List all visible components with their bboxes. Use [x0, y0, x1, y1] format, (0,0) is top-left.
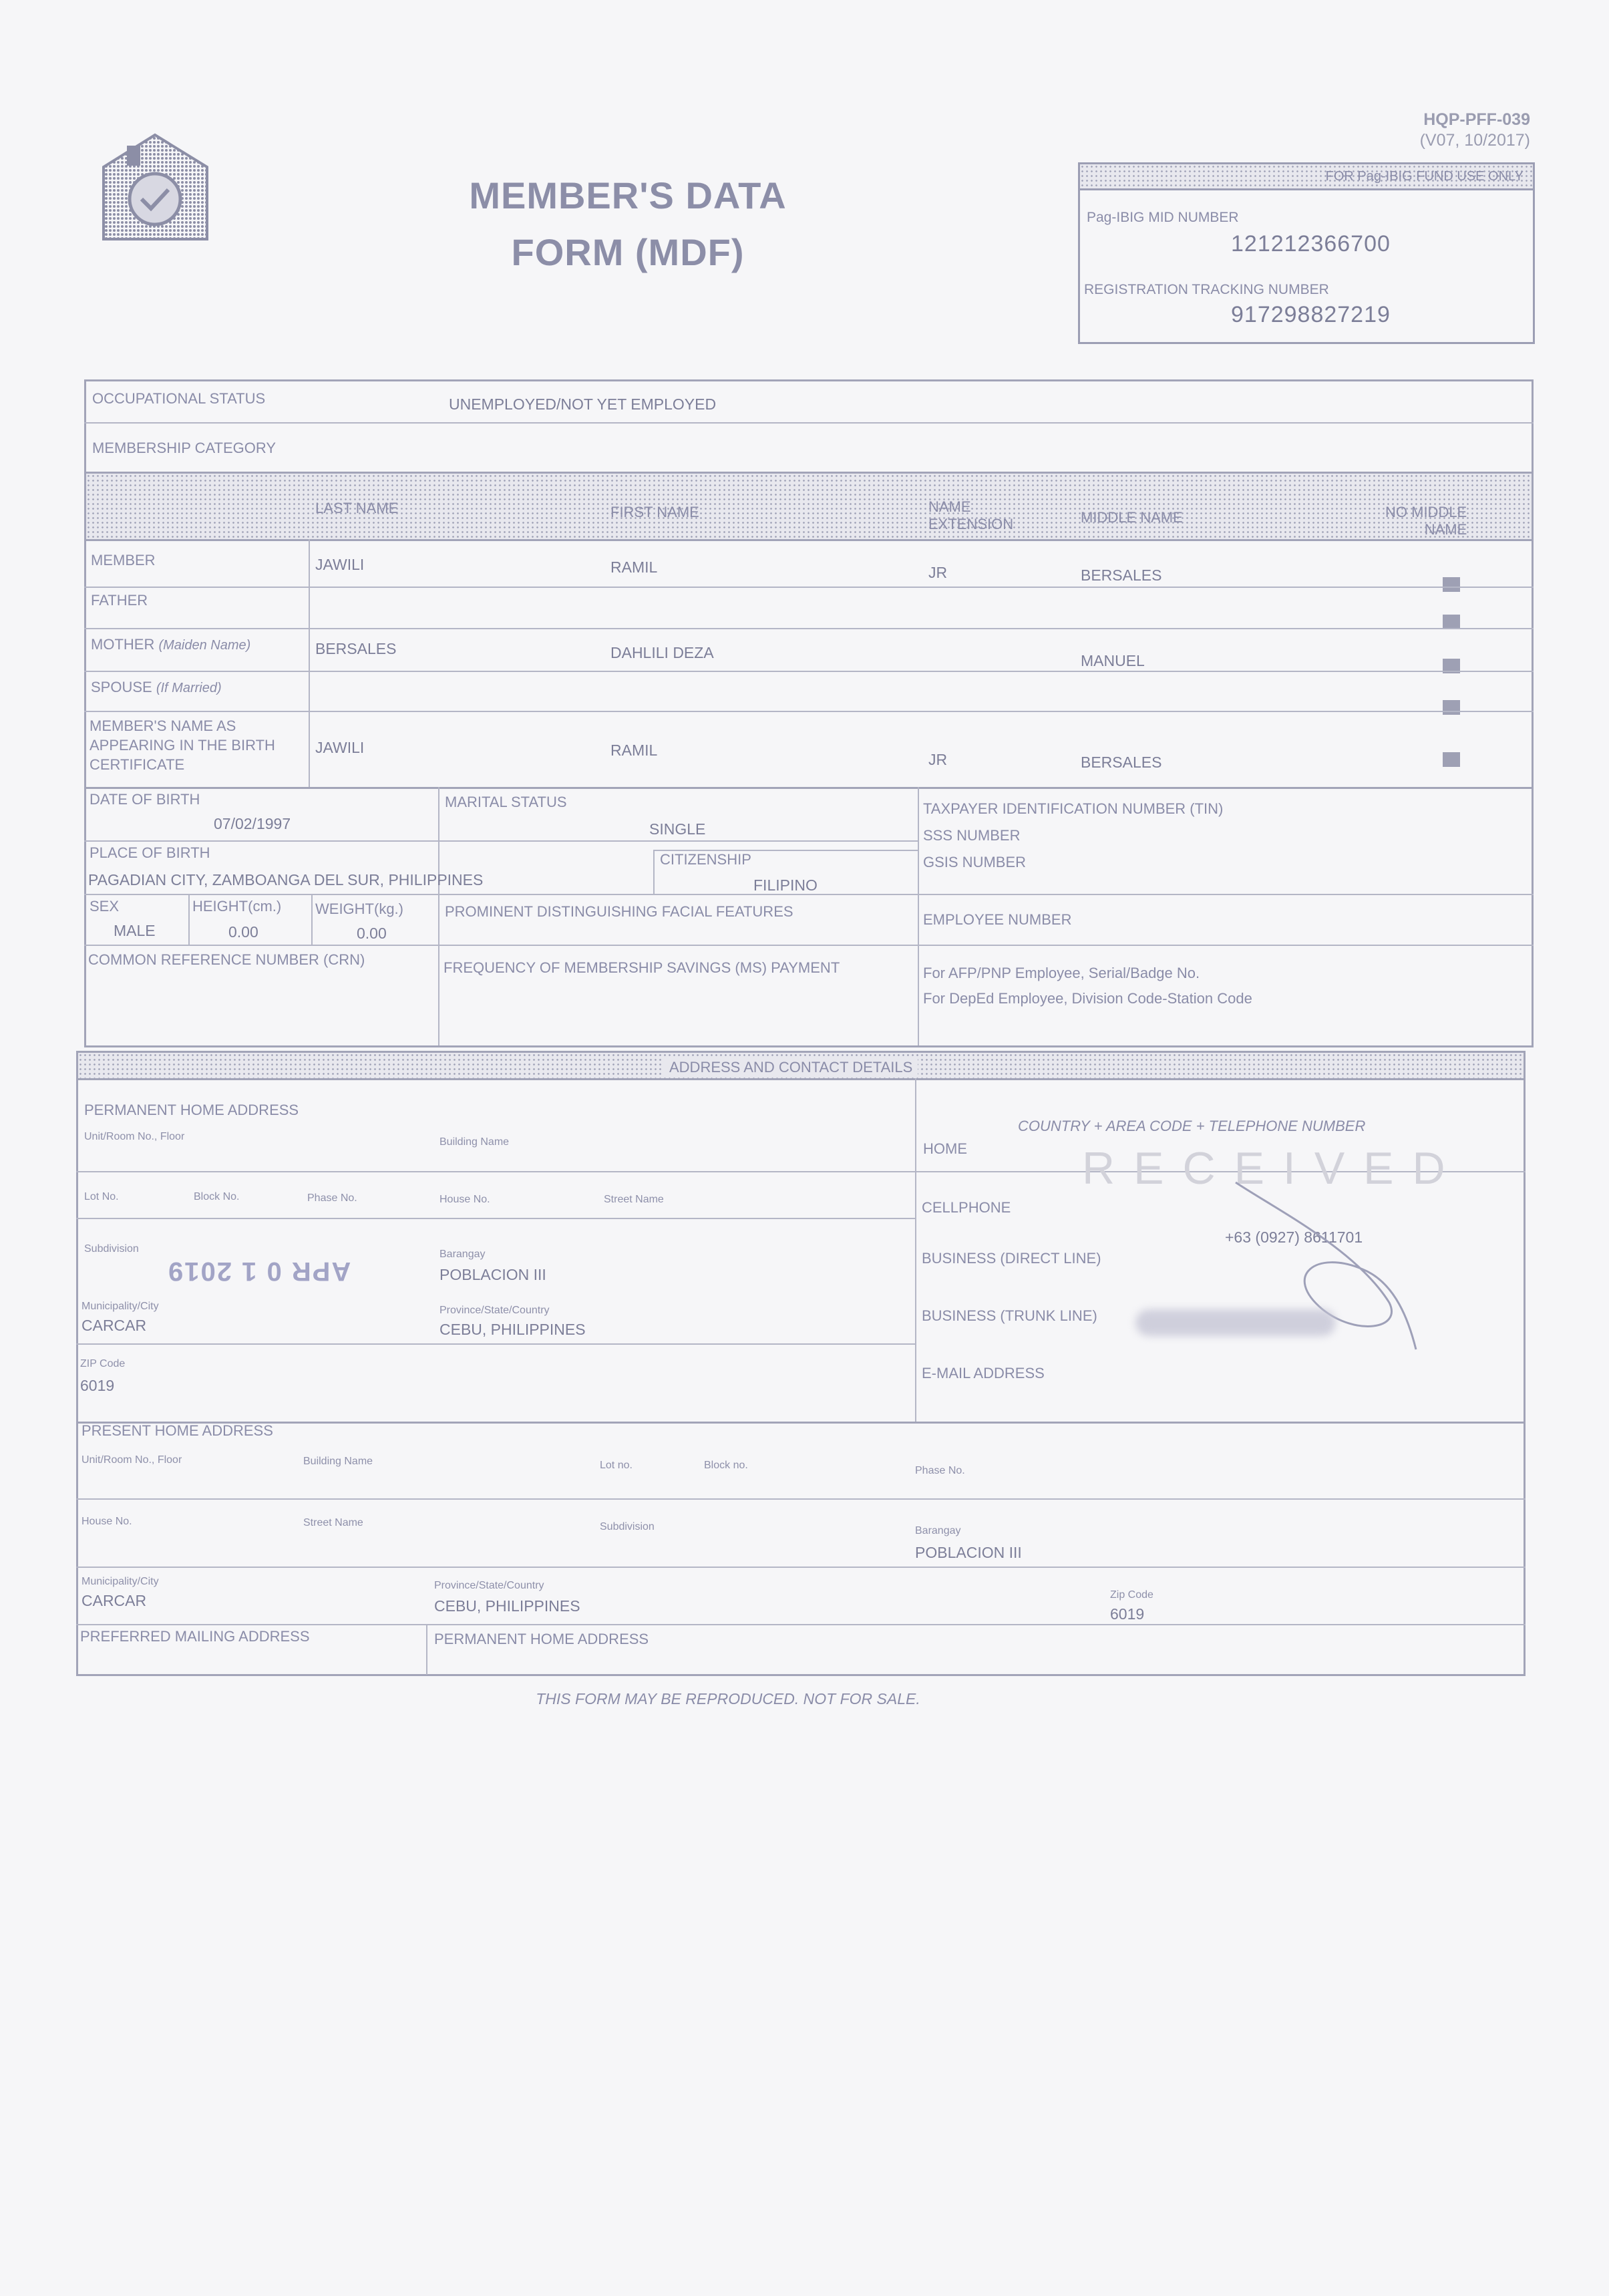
- tin-label: TAXPAYER IDENTIFICATION NUMBER (TIN): [923, 800, 1224, 817]
- sss-label: SSS NUMBER: [923, 827, 1021, 844]
- occupational-status-label: OCCUPATIONAL STATUS: [92, 390, 266, 407]
- last-name-header: LAST NAME: [315, 500, 399, 516]
- name-extension-header-line1: NAME: [928, 498, 971, 515]
- perm-subdivision-label: Subdivision: [84, 1243, 139, 1255]
- employee-number-label: EMPLOYEE NUMBER: [923, 911, 1072, 928]
- gsis-label: GSIS NUMBER: [923, 854, 1027, 870]
- perm-barangay-value: POBLACION III: [439, 1266, 546, 1283]
- perm-street-label: Street Name: [604, 1194, 664, 1205]
- sex-value: MALE: [114, 922, 156, 939]
- home-phone-label: HOME: [923, 1140, 967, 1157]
- member-middle-name: BERSALES: [1081, 566, 1162, 584]
- pres-street-label: Street Name: [303, 1517, 363, 1528]
- preferred-mailing-label: PREFERRED MAILING ADDRESS: [80, 1628, 310, 1645]
- height-value: 0.00: [228, 923, 258, 941]
- spouse-label-note: (If Married): [156, 681, 222, 695]
- member-last-name: JAWILI: [315, 556, 365, 573]
- pag-ibig-logo-icon: [100, 132, 210, 242]
- redacted-mark: [1135, 1309, 1336, 1336]
- deped-label: For DepEd Employee, Division Code-Station Code: [923, 990, 1252, 1007]
- cellphone-value: +63 (0927) 8611701: [1225, 1228, 1363, 1246]
- received-date-stamp: APR 0 1 2019: [167, 1257, 351, 1286]
- perm-lot-label: Lot No.: [84, 1191, 119, 1202]
- father-no-middle-checkbox[interactable]: [1443, 615, 1460, 629]
- form-version: (V07, 10/2017): [1419, 131, 1530, 150]
- marital-status-value: SINGLE: [649, 820, 706, 838]
- perm-zip-value: 6019: [80, 1377, 115, 1394]
- pres-municipality-value: CARCAR: [81, 1592, 147, 1609]
- mother-middle-name: MANUEL: [1081, 652, 1145, 669]
- member-name-extension: JR: [928, 564, 948, 581]
- pres-building-label: Building Name: [303, 1456, 373, 1467]
- form-title-line1: MEMBER'S DATA: [469, 174, 787, 216]
- birth-cert-middle-name: BERSALES: [1081, 754, 1162, 771]
- perm-municipality-label: Municipality/City: [81, 1301, 159, 1312]
- ms-frequency-label: FREQUENCY OF MEMBERSHIP SAVINGS (MS) PAYMENT: [443, 959, 840, 976]
- member-first-name: RAMIL: [610, 558, 658, 576]
- member-no-middle-checkbox[interactable]: [1443, 577, 1460, 592]
- perm-house-label: House No.: [439, 1194, 490, 1205]
- footer-note: THIS FORM MAY BE REPRODUCED. NOT FOR SALE.: [536, 1690, 920, 1707]
- contact-number-header: COUNTRY + AREA CODE + TELEPHONE NUMBER: [1018, 1118, 1366, 1134]
- mid-number-value: 121212366700: [1231, 231, 1391, 257]
- pres-house-label: House No.: [81, 1516, 132, 1527]
- present-address-heading: PRESENT HOME ADDRESS: [81, 1422, 273, 1439]
- pres-barangay-label: Barangay: [915, 1525, 961, 1536]
- perm-building-label: Building Name: [439, 1136, 510, 1148]
- form-code: HQP-PFF-039: [1423, 110, 1530, 129]
- birth-cert-label-line1: MEMBER'S NAME AS: [90, 717, 236, 734]
- birth-cert-label-line3: CERTIFICATE: [90, 756, 185, 773]
- form-title-line2: FORM (MDF): [511, 231, 745, 273]
- height-label: HEIGHT(cm.): [192, 898, 282, 915]
- mother-label-text: MOTHER: [91, 636, 155, 653]
- sex-label: SEX: [90, 898, 120, 915]
- perm-barangay-label: Barangay: [439, 1249, 486, 1260]
- mother-label: [91, 636, 250, 653]
- afp-pnp-label: For AFP/PNP Employee, Serial/Badge No.: [923, 965, 1200, 981]
- cellphone-label: CELLPHONE: [922, 1199, 1011, 1216]
- place-of-birth-value: PAGADIAN CITY, ZAMBOANGA DEL SUR, PHILIPPINES: [88, 871, 484, 888]
- occupational-status-value: UNEMPLOYED/NOT YET EMPLOYED: [449, 395, 717, 413]
- perm-unit-label: Unit/Room No., Floor: [84, 1131, 185, 1142]
- member-label: MEMBER: [91, 552, 156, 568]
- pres-subdivision-label: Subdivision: [600, 1521, 655, 1532]
- weight-value: 0.00: [357, 925, 387, 942]
- form-title: [441, 167, 815, 281]
- rtn-value: 917298827219: [1231, 302, 1391, 327]
- business-direct-label: BUSINESS (DIRECT LINE): [922, 1250, 1101, 1267]
- office-use-heading: FOR Pag-IBIG FUND USE ONLY: [1080, 164, 1533, 190]
- mid-number-label: Pag-IBIG MID NUMBER: [1087, 210, 1239, 225]
- name-header-row: [86, 474, 1532, 539]
- member-info-table: [84, 379, 1534, 1047]
- birth-cert-first-name: RAMIL: [610, 742, 658, 759]
- email-label: E-MAIL ADDRESS: [922, 1365, 1045, 1381]
- weight-label: WEIGHT(kg.): [315, 900, 403, 917]
- no-middle-name-header: [1385, 504, 1467, 538]
- received-watermark: RECEIVED: [1082, 1143, 1464, 1194]
- pres-unit-label: Unit/Room No., Floor: [81, 1454, 182, 1466]
- perm-block-label: Block No.: [194, 1191, 240, 1202]
- mother-first-name: DAHLILI DEZA: [610, 644, 714, 661]
- no-middle-name-header-line2: NAME: [1424, 521, 1467, 538]
- pres-phase-label: Phase No.: [915, 1465, 965, 1476]
- father-label: FATHER: [91, 592, 148, 609]
- spouse-no-middle-checkbox[interactable]: [1443, 700, 1460, 715]
- pres-barangay-value: POBLACION III: [915, 1544, 1022, 1561]
- birth-cert-no-middle-checkbox[interactable]: [1443, 752, 1460, 767]
- birth-cert-name-label: [90, 716, 275, 774]
- pres-province-value: CEBU, PHILIPPINES: [434, 1597, 580, 1615]
- place-of-birth-label: PLACE OF BIRTH: [90, 844, 210, 861]
- perm-municipality-value: CARCAR: [81, 1317, 147, 1334]
- membership-category-label: MEMBERSHIP CATEGORY: [92, 440, 277, 456]
- crn-label: COMMON REFERENCE NUMBER (CRN): [88, 951, 365, 968]
- citizenship-label: CITIZENSHIP: [660, 851, 751, 868]
- permanent-address-heading: PERMANENT HOME ADDRESS: [84, 1102, 299, 1118]
- pres-zip-value: 6019: [1110, 1605, 1145, 1623]
- middle-name-header: MIDDLE NAME: [1081, 509, 1183, 526]
- pres-zip-label: Zip Code: [1110, 1589, 1153, 1601]
- rtn-label: REGISTRATION TRACKING NUMBER: [1084, 282, 1329, 297]
- pres-province-label: Province/State/Country: [434, 1580, 544, 1591]
- form-code-block: [1420, 110, 1530, 151]
- name-extension-header-line2: EXTENSION: [928, 516, 1014, 532]
- perm-province-label: Province/State/Country: [439, 1305, 550, 1316]
- perm-phase-label: Phase No.: [307, 1192, 357, 1204]
- marital-status-label: MARITAL STATUS: [445, 794, 567, 810]
- office-use-box: [1078, 162, 1535, 344]
- birth-cert-name-extension: JR: [928, 751, 948, 768]
- pres-lot-label: Lot no.: [600, 1460, 633, 1471]
- facial-features-label: PROMINENT DISTINGUISHING FACIAL FEATURES: [445, 903, 793, 920]
- pres-municipality-label: Municipality/City: [81, 1576, 159, 1587]
- spouse-label-text: SPOUSE: [91, 679, 152, 695]
- pres-block-label: Block no.: [704, 1460, 748, 1471]
- dob-value: 07/02/1997: [214, 815, 291, 832]
- perm-zip-label: ZIP Code: [80, 1358, 126, 1369]
- mother-last-name: BERSALES: [315, 640, 397, 657]
- birth-cert-last-name: JAWILI: [315, 739, 365, 756]
- no-middle-name-header-line1: NO MIDDLE: [1385, 504, 1467, 520]
- perm-province-value: CEBU, PHILIPPINES: [439, 1321, 586, 1338]
- business-trunk-label: BUSINESS (TRUNK LINE): [922, 1307, 1097, 1324]
- dob-label: DATE OF BIRTH: [90, 791, 200, 808]
- preferred-mailing-value: PERMANENT HOME ADDRESS: [434, 1631, 649, 1647]
- first-name-header: FIRST NAME: [610, 504, 699, 520]
- name-extension-header: [928, 498, 1013, 533]
- spouse-label: [91, 679, 222, 696]
- citizenship-value: FILIPINO: [753, 876, 818, 894]
- address-section-heading: ADDRESS AND CONTACT DETAILS: [664, 1059, 918, 1076]
- mother-label-note: (Maiden Name): [158, 638, 251, 653]
- birth-cert-label-line2: APPEARING IN THE BIRTH: [90, 737, 275, 754]
